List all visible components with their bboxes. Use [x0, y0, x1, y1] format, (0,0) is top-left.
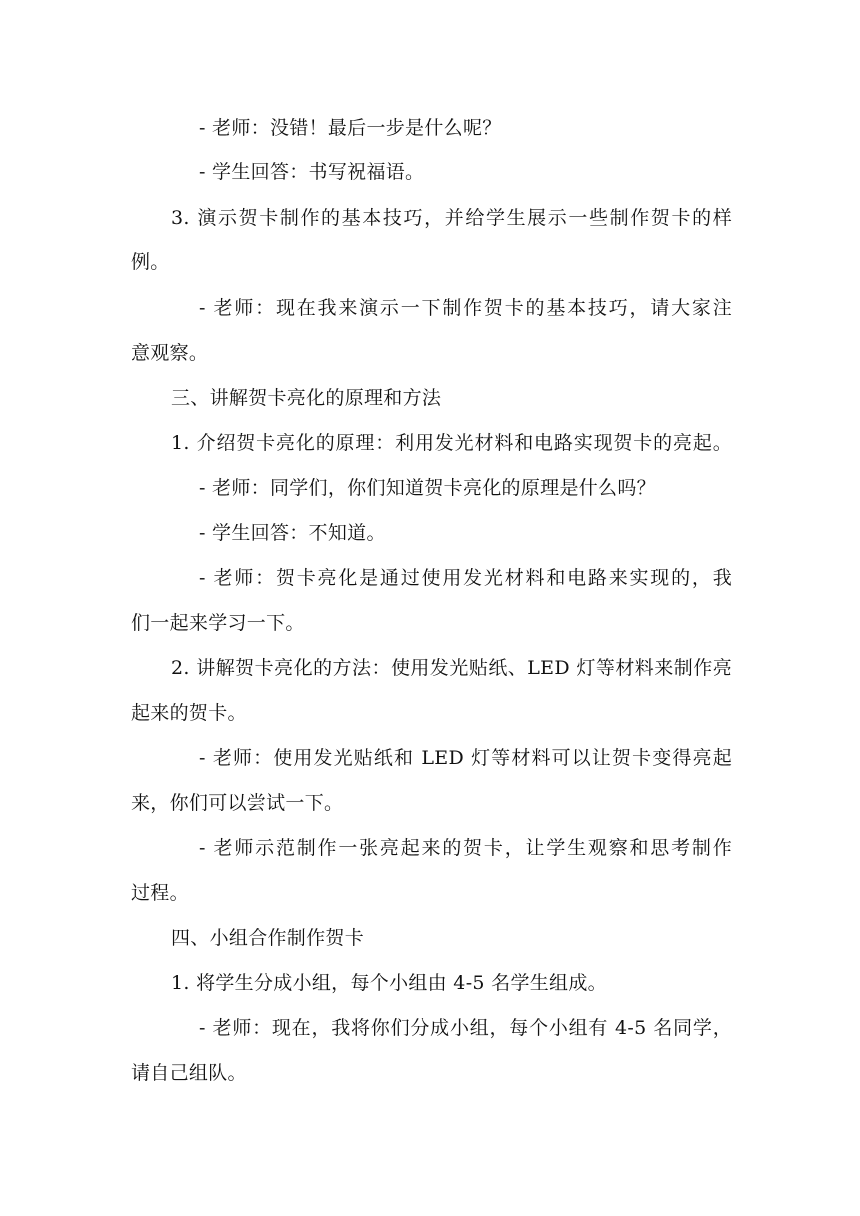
text-line: - 老师：没错！最后一步是什么呢？: [199, 117, 502, 139]
text-line: - 老师：现在我来演示一下制作贺卡的基本技巧，请大家注: [199, 297, 732, 319]
text-line: 起来的贺卡。: [131, 702, 247, 724]
text-line: - 老师：同学们，你们知道贺卡亮化的原理是什么吗？: [199, 477, 656, 499]
text-line: 请自己组队。: [131, 1062, 247, 1084]
text-line: - 老师：使用发光贴纸和 LED 灯等材料可以让贺卡变得亮起: [199, 747, 732, 769]
text-line: 2. 讲解贺卡亮化的方法：使用发光贴纸、LED 灯等材料来制作亮: [171, 657, 732, 679]
text-line: 来，你们可以尝试一下。: [131, 792, 344, 814]
text-line: - 学生回答：书写祝福语。: [199, 161, 425, 183]
text-line: - 老师示范制作一张亮起来的贺卡，让学生观察和思考制作: [199, 837, 732, 859]
text-line: - 老师：现在，我将你们分成小组，每个小组有 4-5 名同学，: [199, 1017, 732, 1039]
text-line: 例。: [131, 251, 170, 273]
text-line: 们一起来学习一下。: [131, 612, 305, 634]
section-heading: 三、讲解贺卡亮化的原理和方法: [171, 387, 442, 409]
text-line: 意观察。: [131, 342, 209, 364]
text-line: 过程。: [131, 882, 189, 904]
text-line: 1. 将学生分成小组，每个小组由 4-5 名学生组成。: [171, 972, 607, 994]
section-heading: 四、小组合作制作贺卡: [171, 927, 365, 949]
text-line: 3. 演示贺卡制作的基本技巧，并给学生展示一些制作贺卡的样: [171, 207, 732, 229]
text-line: - 学生回答：不知道。: [199, 522, 386, 544]
text-line: - 老师：贺卡亮化是通过使用发光材料和电路来实现的，我: [199, 567, 732, 589]
text-line: 1. 介绍贺卡亮化的原理：利用发光材料和电路实现贺卡的亮起。: [171, 432, 732, 454]
